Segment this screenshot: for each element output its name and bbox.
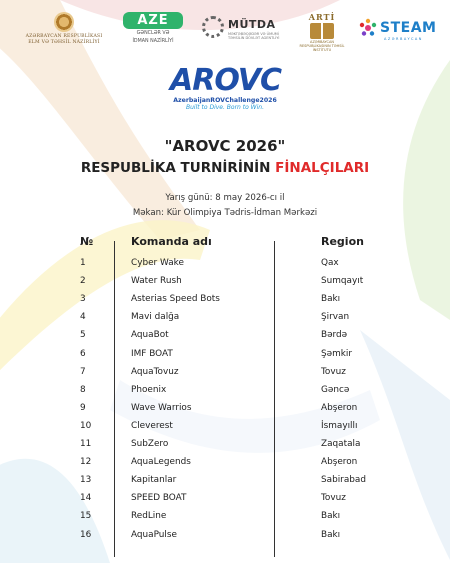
row-region: Bakı: [321, 511, 341, 522]
table-row: [0, 276, 450, 294]
table-row: [0, 403, 450, 421]
open-book-icon: [310, 23, 334, 39]
table-row: [0, 385, 450, 403]
table-row: [0, 330, 450, 348]
row-team-name: AquaTovuz: [131, 366, 179, 377]
row-region: Sabirabad: [321, 475, 366, 486]
table-row: [0, 349, 450, 367]
ministry-science-line1: AZƏRBAYCAN RESPUBLİKASI: [25, 34, 103, 39]
row-number: 5: [80, 330, 86, 341]
column-header-team: Komanda adı: [131, 235, 212, 248]
arovc-logo: [170, 63, 281, 111]
aze-badge: AZE: [123, 12, 183, 29]
arti-name: ARTİ: [308, 12, 336, 22]
row-region: Bərdə: [321, 330, 348, 341]
table-row: [0, 457, 450, 475]
row-number: 15: [80, 511, 92, 522]
row-number: 12: [80, 457, 92, 468]
mutda-sub: MƏKTƏBƏQƏDƏR VƏ ÜMUMİ TƏHSİLİN DÖVLƏT AGENTLİYİ: [228, 32, 280, 40]
row-region: Qax: [321, 258, 339, 268]
row-team-name: Cyber Wake: [131, 258, 184, 268]
ministry-science-line2: ELM VƏ TƏHSİL NAZİRLİYİ: [28, 40, 100, 45]
row-region: Şirvan: [321, 312, 350, 323]
row-number: 8: [80, 384, 86, 395]
row-number: 4: [80, 312, 86, 323]
row-team-name: AquaLegends: [131, 457, 191, 468]
subtitle-main: RESPUBLİKA TURNİRİNİN: [80, 160, 276, 176]
row-team-name: RedLine: [131, 511, 167, 522]
table-row: [0, 493, 450, 511]
row-number: 2: [80, 276, 86, 287]
table-row: [0, 475, 450, 493]
aze-line2: İDMAN NAZİRLİYİ: [132, 39, 174, 44]
event-date: Yarış günü: 8 may 2026-cı il: [165, 193, 285, 203]
row-region: Sumqayıt: [321, 276, 364, 287]
row-region: Bakı: [321, 529, 341, 540]
row-number: 1: [80, 258, 86, 268]
row-team-name: Wave Warrios: [131, 402, 192, 413]
steam-sub: AZƏRBAYCAN: [384, 37, 423, 41]
row-number: 7: [80, 366, 86, 377]
row-team-name: Kapitanlar: [131, 475, 177, 486]
row-region: Abşeron: [321, 402, 358, 413]
ministry-science-logo: [18, 12, 110, 46]
column-header-number: №: [80, 235, 94, 248]
row-team-name: Mavi dalğa: [131, 312, 180, 323]
arovc-wordmark: AROVC: [170, 63, 281, 98]
page-title: "AROVC 2026": [164, 137, 286, 155]
row-team-name: Phoenix: [131, 384, 167, 395]
subtitle-accent: FİNALÇILARI: [275, 160, 370, 176]
row-number: 6: [80, 348, 86, 359]
table-row: [0, 530, 450, 548]
row-region: Bakı: [321, 294, 341, 305]
row-region: Tovuz: [321, 493, 346, 504]
row-number: 16: [80, 529, 92, 540]
row-number: 3: [80, 294, 86, 305]
table-row: [0, 312, 450, 330]
steam-name: STEAM: [380, 20, 437, 36]
row-team-name: AquaBot: [131, 330, 169, 341]
row-team-name: Asterias Speed Bots: [131, 294, 220, 305]
table-row: [0, 439, 450, 457]
table-row: [0, 258, 450, 276]
state-emblem-icon: [54, 12, 74, 32]
row-region: İsmayıllı: [321, 420, 358, 431]
row-number: 13: [80, 475, 92, 486]
arti-sub: AZƏRBAYCAN RESPUBLİKASININ TƏHSİL İNSTİTUTU: [299, 40, 345, 52]
arovc-challenge-line: AzerbaijanROVChallenge2026: [173, 97, 277, 104]
aze-logo: [120, 12, 186, 45]
row-number: 10: [80, 420, 92, 431]
event-venue: Məkan: Kür Olimpiya Tədris-İdman Mərkəzi: [132, 208, 318, 218]
row-region: Gəncə: [321, 384, 350, 395]
row-number: 11: [80, 439, 92, 449]
row-team-name: IMF BOAT: [131, 348, 173, 359]
row-team-name: SubZero: [131, 439, 169, 449]
row-team-name: AquaPulse: [131, 529, 177, 540]
row-region: Şəmkir: [321, 348, 352, 359]
row-team-name: Water Rush: [131, 276, 182, 287]
table-row: [0, 421, 450, 439]
row-number: 9: [80, 402, 86, 413]
row-number: 14: [80, 493, 92, 504]
column-header-region: Region: [321, 235, 364, 248]
table-row: [0, 367, 450, 385]
row-region: Zaqatala: [321, 439, 361, 449]
table-row: [0, 511, 450, 529]
row-region: Tovuz: [321, 366, 346, 377]
mutda-name: MÜTDA: [228, 18, 276, 31]
row-team-name: Cleverest: [131, 420, 173, 431]
mutda-flower-icon: [202, 16, 224, 38]
steam-network-icon: [358, 18, 378, 38]
page-subtitle: [0, 160, 450, 176]
table-row: [0, 294, 450, 312]
aze-line1: GƏNCLƏR VƏ: [136, 31, 170, 36]
row-team-name: SPEED BOAT: [131, 493, 187, 504]
partner-logos: [0, 12, 450, 62]
arti-logo: [296, 12, 348, 52]
arovc-slogan: Built to Dive. Born to Win.: [186, 104, 264, 111]
row-region: Abşeron: [321, 457, 358, 468]
